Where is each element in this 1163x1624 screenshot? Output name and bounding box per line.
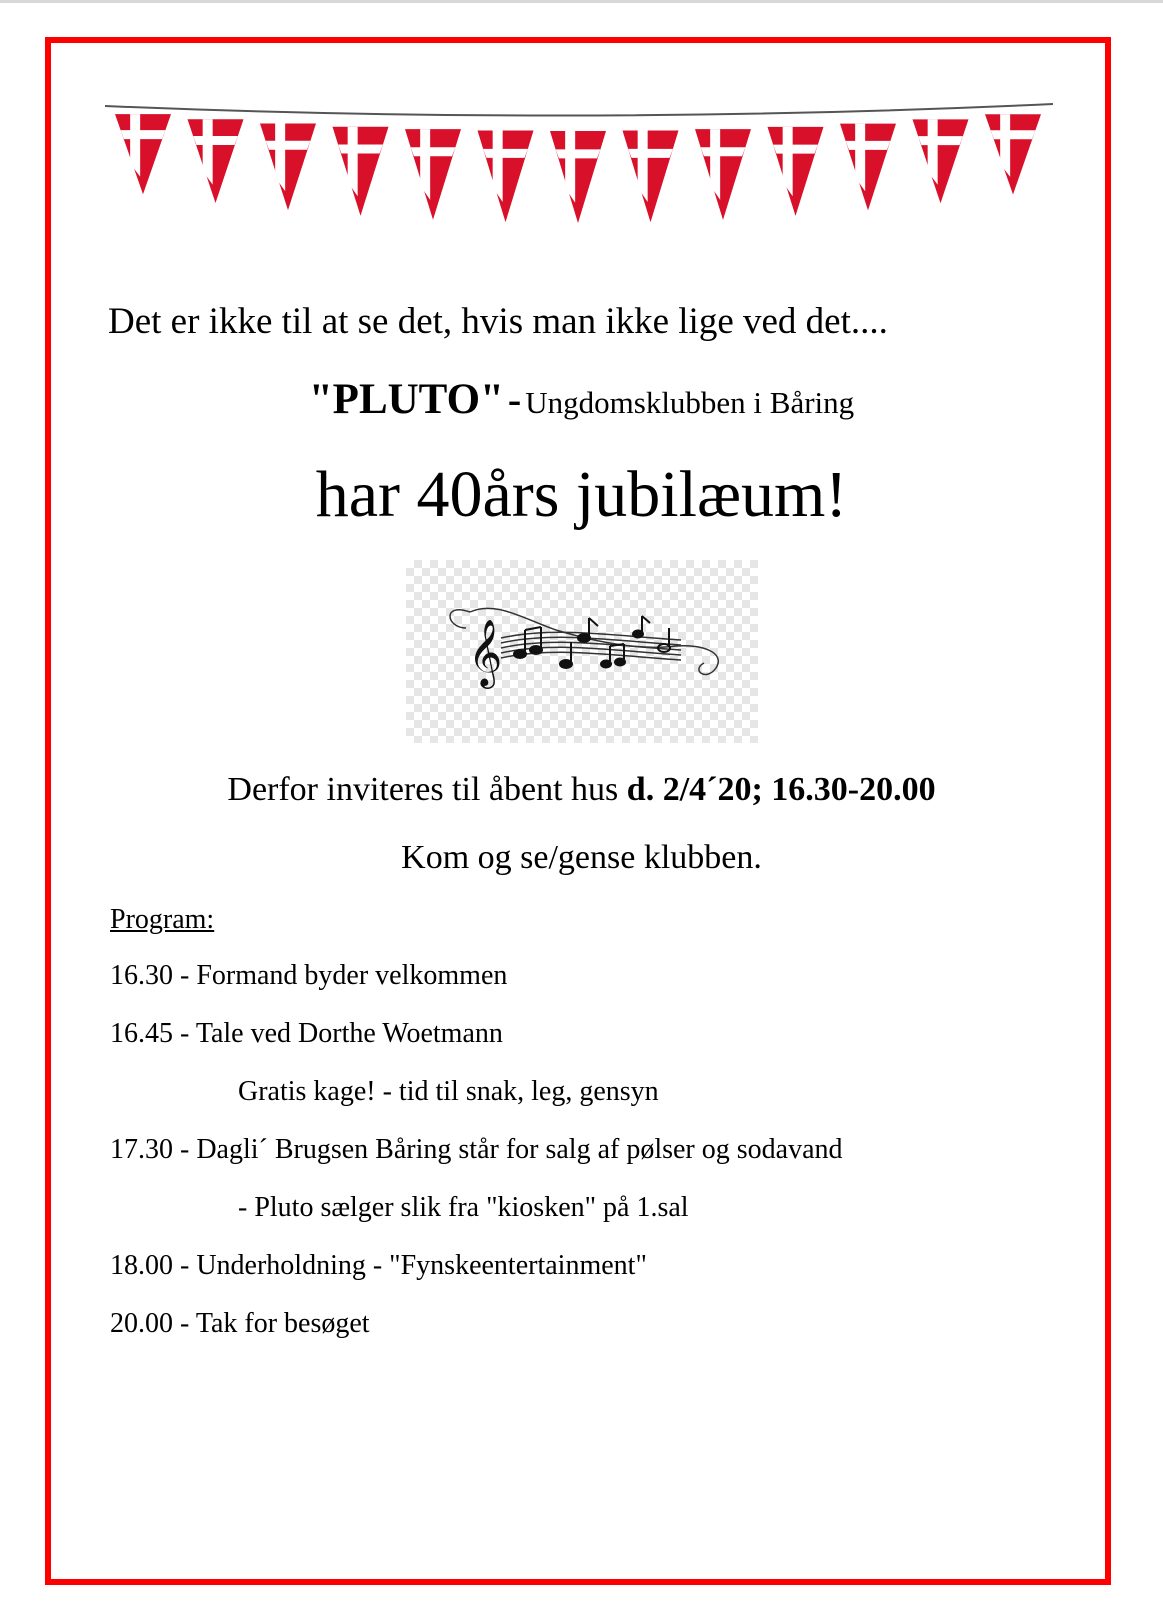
program-item: 16.30 - Formand byder velkommen	[110, 960, 508, 991]
flag-pennant	[695, 129, 751, 220]
club-dash: -	[507, 377, 522, 422]
flag-pennant	[188, 119, 244, 203]
program-item: 20.00 - Tak for besøget	[110, 1308, 370, 1339]
program-item: 18.00 - Underholdning - "Fynskeentertainment"	[110, 1250, 647, 1281]
flag-pennant	[478, 131, 534, 223]
top-edge-line	[0, 0, 1163, 3]
flag-pennant	[405, 129, 461, 220]
invitation-date-time: d. 2/4´20; 16.30-20.00	[626, 771, 936, 808]
music-notes-icon	[406, 560, 758, 743]
program-item: 17.30 - Dagli´ Brugsen Båring står for salg af pølser og sodavand	[110, 1134, 843, 1165]
flag-pennant	[840, 124, 896, 211]
anniversary-headline: har 40års jubilæum!	[315, 458, 848, 531]
club-title-line	[0, 375, 1163, 434]
come-line: Kom og se/gense klubben.	[401, 839, 762, 876]
flag-pennant	[115, 114, 171, 194]
svg-text:𝄞: 𝄞	[468, 618, 503, 686]
danish-flag-bunting-icon	[105, 100, 1053, 230]
flag-pennant	[623, 131, 679, 223]
program-item: - Pluto sælger slik fra "kiosken" på 1.sal	[238, 1192, 689, 1223]
invitation-line	[0, 768, 1163, 812]
invitation-text: Derfor inviteres til åbent hus	[227, 771, 619, 808]
intro-line: Det er ikke til at se det, hvis man ikke lige ved det....	[108, 301, 888, 342]
program-item: Gratis kage! - tid til snak, leg, gensyn	[238, 1076, 659, 1107]
flag-pennant	[260, 123, 316, 210]
flag-pennant	[333, 127, 389, 216]
music-image	[406, 560, 758, 743]
club-subtitle: Ungdomsklubben i Båring	[525, 385, 855, 420]
program-heading: Program:	[110, 904, 215, 935]
flag-pennant	[913, 119, 969, 203]
flag-pennant	[985, 114, 1041, 194]
club-name: "PLUTO"	[308, 376, 504, 423]
flag-pennant	[768, 127, 824, 216]
flag-pennant	[550, 131, 606, 223]
program-item: 16.45 - Tale ved Dorthe Woetmann	[110, 1018, 503, 1049]
